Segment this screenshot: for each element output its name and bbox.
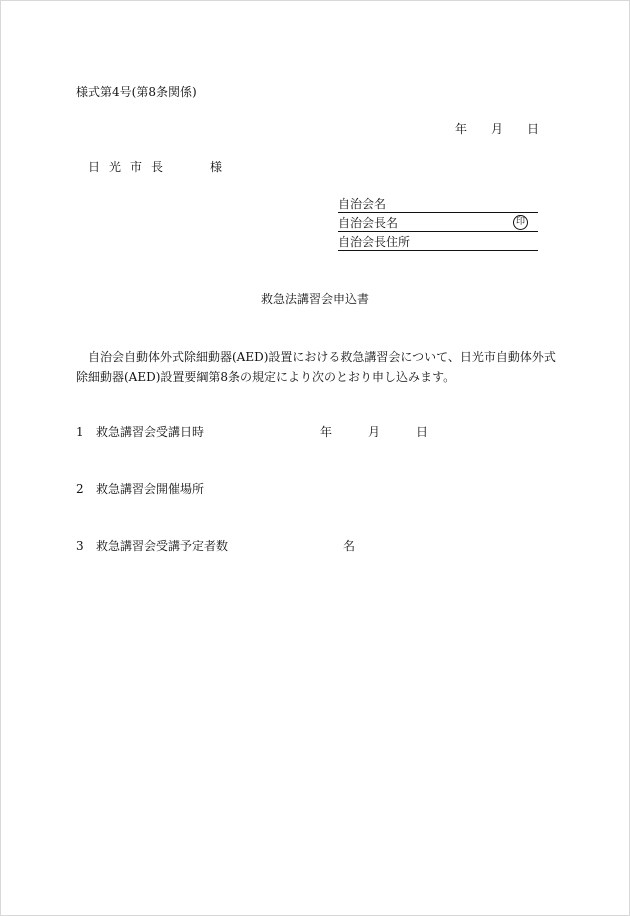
item-number: 3	[76, 539, 84, 553]
item-label: 救急講習会受講日時	[96, 425, 205, 439]
form-number: 様式第4号(第8条関係)	[76, 85, 197, 99]
item-attendee-count	[76, 538, 228, 554]
item-label: 救急講習会受講予定者数	[96, 539, 229, 553]
item-number: 1	[76, 425, 84, 439]
president-address-field[interactable]	[338, 234, 538, 251]
addressee	[88, 159, 222, 175]
item-course-date	[76, 424, 204, 440]
submission-date	[455, 121, 539, 137]
president-address-label: 自治会長住所	[338, 235, 411, 249]
association-name-label: 自治会名	[338, 197, 387, 211]
date-month-label: 月	[491, 122, 504, 136]
addressee-mayor: 日光市長	[88, 160, 173, 174]
document-title: 救急法講習会申込書	[260, 292, 369, 306]
course-month-label: 月	[368, 425, 381, 439]
course-day-label: 日	[416, 425, 429, 439]
attendee-count-unit: 名	[343, 539, 356, 553]
president-name-label: 自治会長名	[338, 216, 399, 230]
item-course-venue	[76, 481, 204, 497]
addressee-honorific: 様	[210, 160, 223, 174]
course-year-label: 年	[320, 425, 333, 439]
item-number: 2	[76, 482, 84, 496]
course-date-field[interactable]	[320, 424, 428, 440]
date-day-label: 日	[527, 122, 540, 136]
date-year-label: 年	[455, 122, 468, 136]
seal-mark: 印	[513, 215, 528, 230]
applicant-block	[338, 196, 538, 253]
item-label: 救急講習会開催場所	[96, 482, 205, 496]
president-name-field[interactable]	[338, 215, 538, 232]
document-body: 自治会自動体外式除細動器(AED)設置における救急講習会について、日光市自動体外式除細動器(AED)設置要綱第8条の規定により次のとおり申し込みます。	[76, 350, 556, 384]
association-name-field[interactable]	[338, 196, 538, 213]
